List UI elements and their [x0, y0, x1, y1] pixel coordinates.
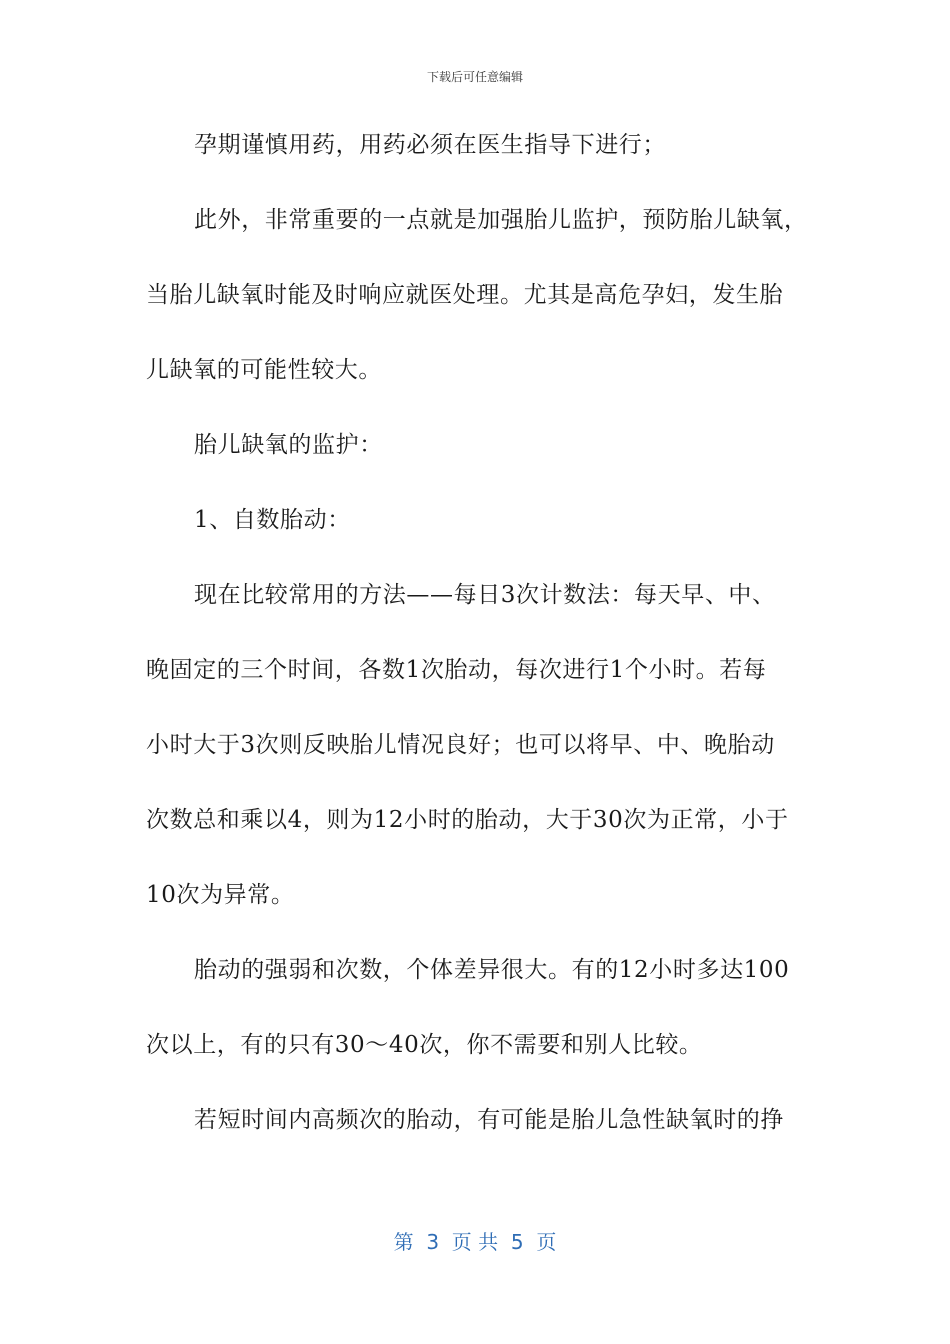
body-line-4: 儿缺氧的可能性较大。: [146, 357, 382, 383]
body-line-1: 孕期谨慎用药，用药必须在医生指导下进行；: [194, 132, 666, 158]
body-line-8: 晚固定的三个时间，各数1次胎动，每次进行1个小时。若每: [146, 657, 767, 683]
body-line-14: 若短时间内高频次的胎动，有可能是胎儿急性缺氧时的挣: [194, 1107, 784, 1133]
body-line-12: 胎动的强弱和次数，个体差异很大。有的12小时多达100: [194, 957, 790, 983]
page-footer: 第 3 页 共 5 页: [393, 1230, 557, 1254]
body-line-5: 胎儿缺氧的监护：: [194, 432, 383, 458]
body-line-13: 次以上，有的只有30～40次，你不需要和别人比较。: [146, 1032, 703, 1058]
body-line-2: 此外，非常重要的一点就是加强胎儿监护，预防胎儿缺氧，: [194, 207, 808, 233]
body-line-6: 1、自数胎动：: [194, 507, 351, 533]
body-line-3: 当胎儿缺氧时能及时响应就医处理。尤其是高危孕妇，发生胎: [146, 282, 784, 308]
body-line-7: 现在比较常用的方法——每日3次计数法：每天早、中、: [194, 582, 776, 608]
page-header: 下载后可任意编辑: [426, 70, 523, 84]
body-line-10: 次数总和乘以4，则为12小时的胎动，大于30次为正常，小于: [146, 807, 789, 833]
body-line-11: 10次为异常。: [146, 882, 295, 908]
body-line-9: 小时大于3次则反映胎儿情况良好；也可以将早、中、晚胎动: [146, 732, 775, 758]
